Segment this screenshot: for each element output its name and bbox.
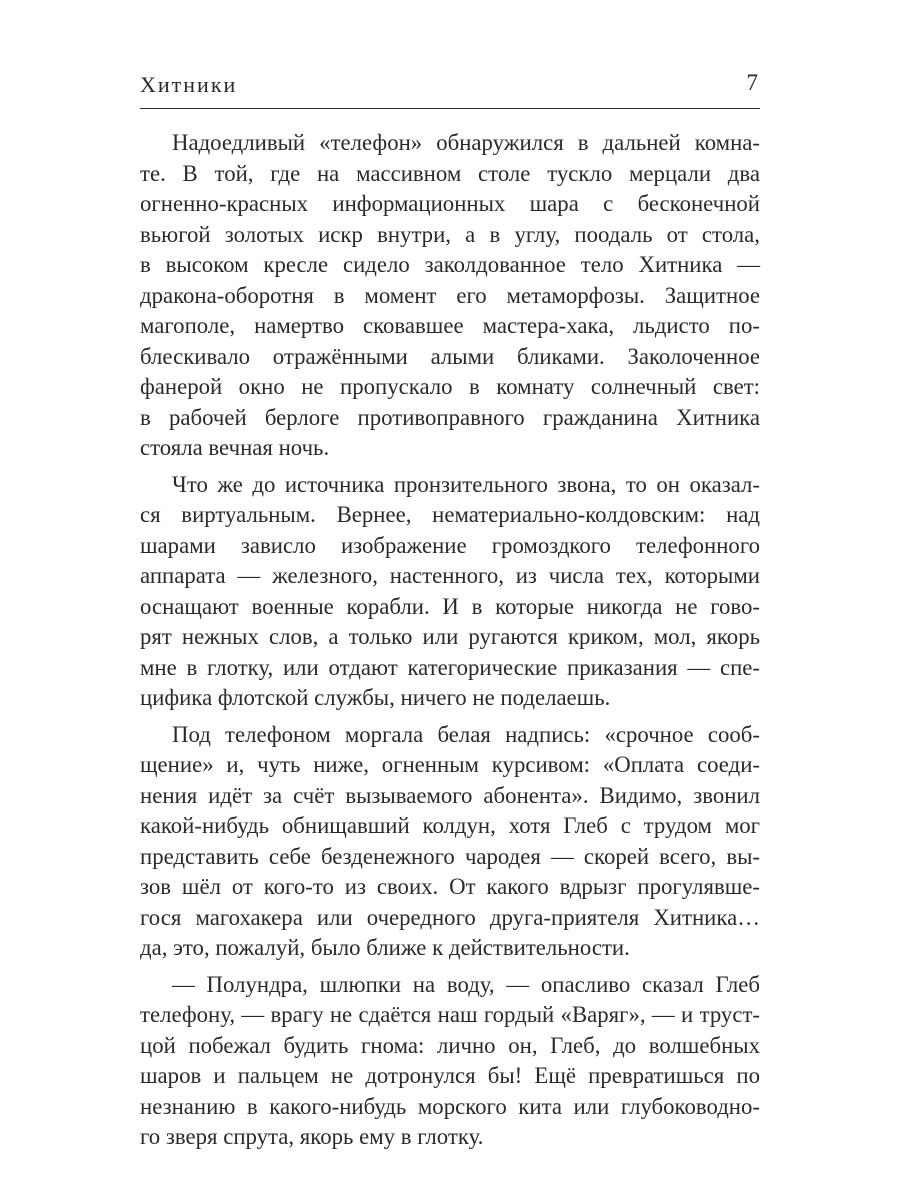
text-line: телефону, — врагу не сдаётся наш гордый «Варяг», — и труст- [140,1002,760,1027]
text-line: мне в глотку, или отдают категорические приказания — спе- [140,654,760,680]
text-line: фанерой окно не пропускало в комнату солнечный свет: [140,374,760,399]
running-header [140,70,760,109]
text-line: блескивало отражёнными алыми бликами. Заколоченное [140,343,760,369]
text-line: огненно-красных информационных шара с бесконечной [140,191,760,216]
text-line: Под телефоном моргала белая надпись: «срочное сооб- [172,721,760,747]
text-line: Что же до источника пронзительного звона, то он оказал- [172,471,760,497]
text-line: нения идёт за счёт вызываемого абонента». Видимо, звонил [140,782,760,808]
paragraph [140,470,760,714]
text-line: цой побежал будить гнома: лично он, Глеб, до волшебных [140,1032,760,1058]
text-line: какой-нибудь обнищавший колдун, хотя Глеб с трудом мог [140,813,760,838]
body-text [140,128,760,1159]
text-line: шаров и пальцем не дотронулся бы! Ещё превратишься по [140,1063,760,1088]
text-line: вьюгой золотых искр внутри, а в углу, поодаль от стола, [140,221,760,247]
text-line: цифика флотской службы, ничего не поделаешь. [140,685,611,710]
text-line: да, это, пожалуй, было ближе к действительности. [140,935,630,960]
text-line: зов шёл от кого-то из своих. От какого вдрызг прогулявше- [140,874,760,899]
text-line: стояла вечная ночь. [140,435,330,460]
text-line: магополе, намертво сковавшее мастера-хака, льдисто по- [140,313,760,338]
text-line: го зверя спрута, якорь ему в глотку. [140,1124,484,1149]
paragraph [140,128,760,464]
text-line: Надоедливый «телефон» обнаружился в дальней комна- [172,130,760,155]
running-head-title: Хитники [140,72,238,97]
text-line: дракона-оборотня в момент его метаморфозы. Защитное [140,282,760,308]
text-line: в рабочей берлоге противоправного гражданина Хитника [140,404,760,430]
text-line: в высоком кресле сидело заколдованное тело Хитника — [140,252,760,277]
page-number: 7 [746,70,758,95]
text-line: рят нежных слов, а только или ругаются криком, мол, якорь [140,624,760,649]
text-line: шарами зависло изображение громоздкого телефонного [140,532,760,558]
text-line: гося магохакера или очередного друга-приятеля Хитника… [140,904,760,930]
text-line: незнанию в какого-нибудь морского кита или глубоководно- [140,1093,760,1119]
text-line: представить себе безденежного чародея — скорей всего, вы- [140,843,760,869]
text-line: ся виртуальным. Вернее, нематериально-колдовским: над [140,502,760,527]
text-line: оснащают военные корабли. И в которые никогда не гово- [140,593,760,619]
text-line: щение» и, чуть ниже, огненным курсивом: «Оплата соеди- [140,752,760,777]
paragraph [140,970,760,1153]
text-line: — Полундра, шлюпки на воду, — опасливо сказал Глеб [172,971,760,997]
text-line: те. В той, где на массивном столе тускло мерцали два [140,160,760,186]
text-line: аппарата — железного, настенного, из числа тех, которыми [140,563,760,588]
paragraph [140,720,760,964]
